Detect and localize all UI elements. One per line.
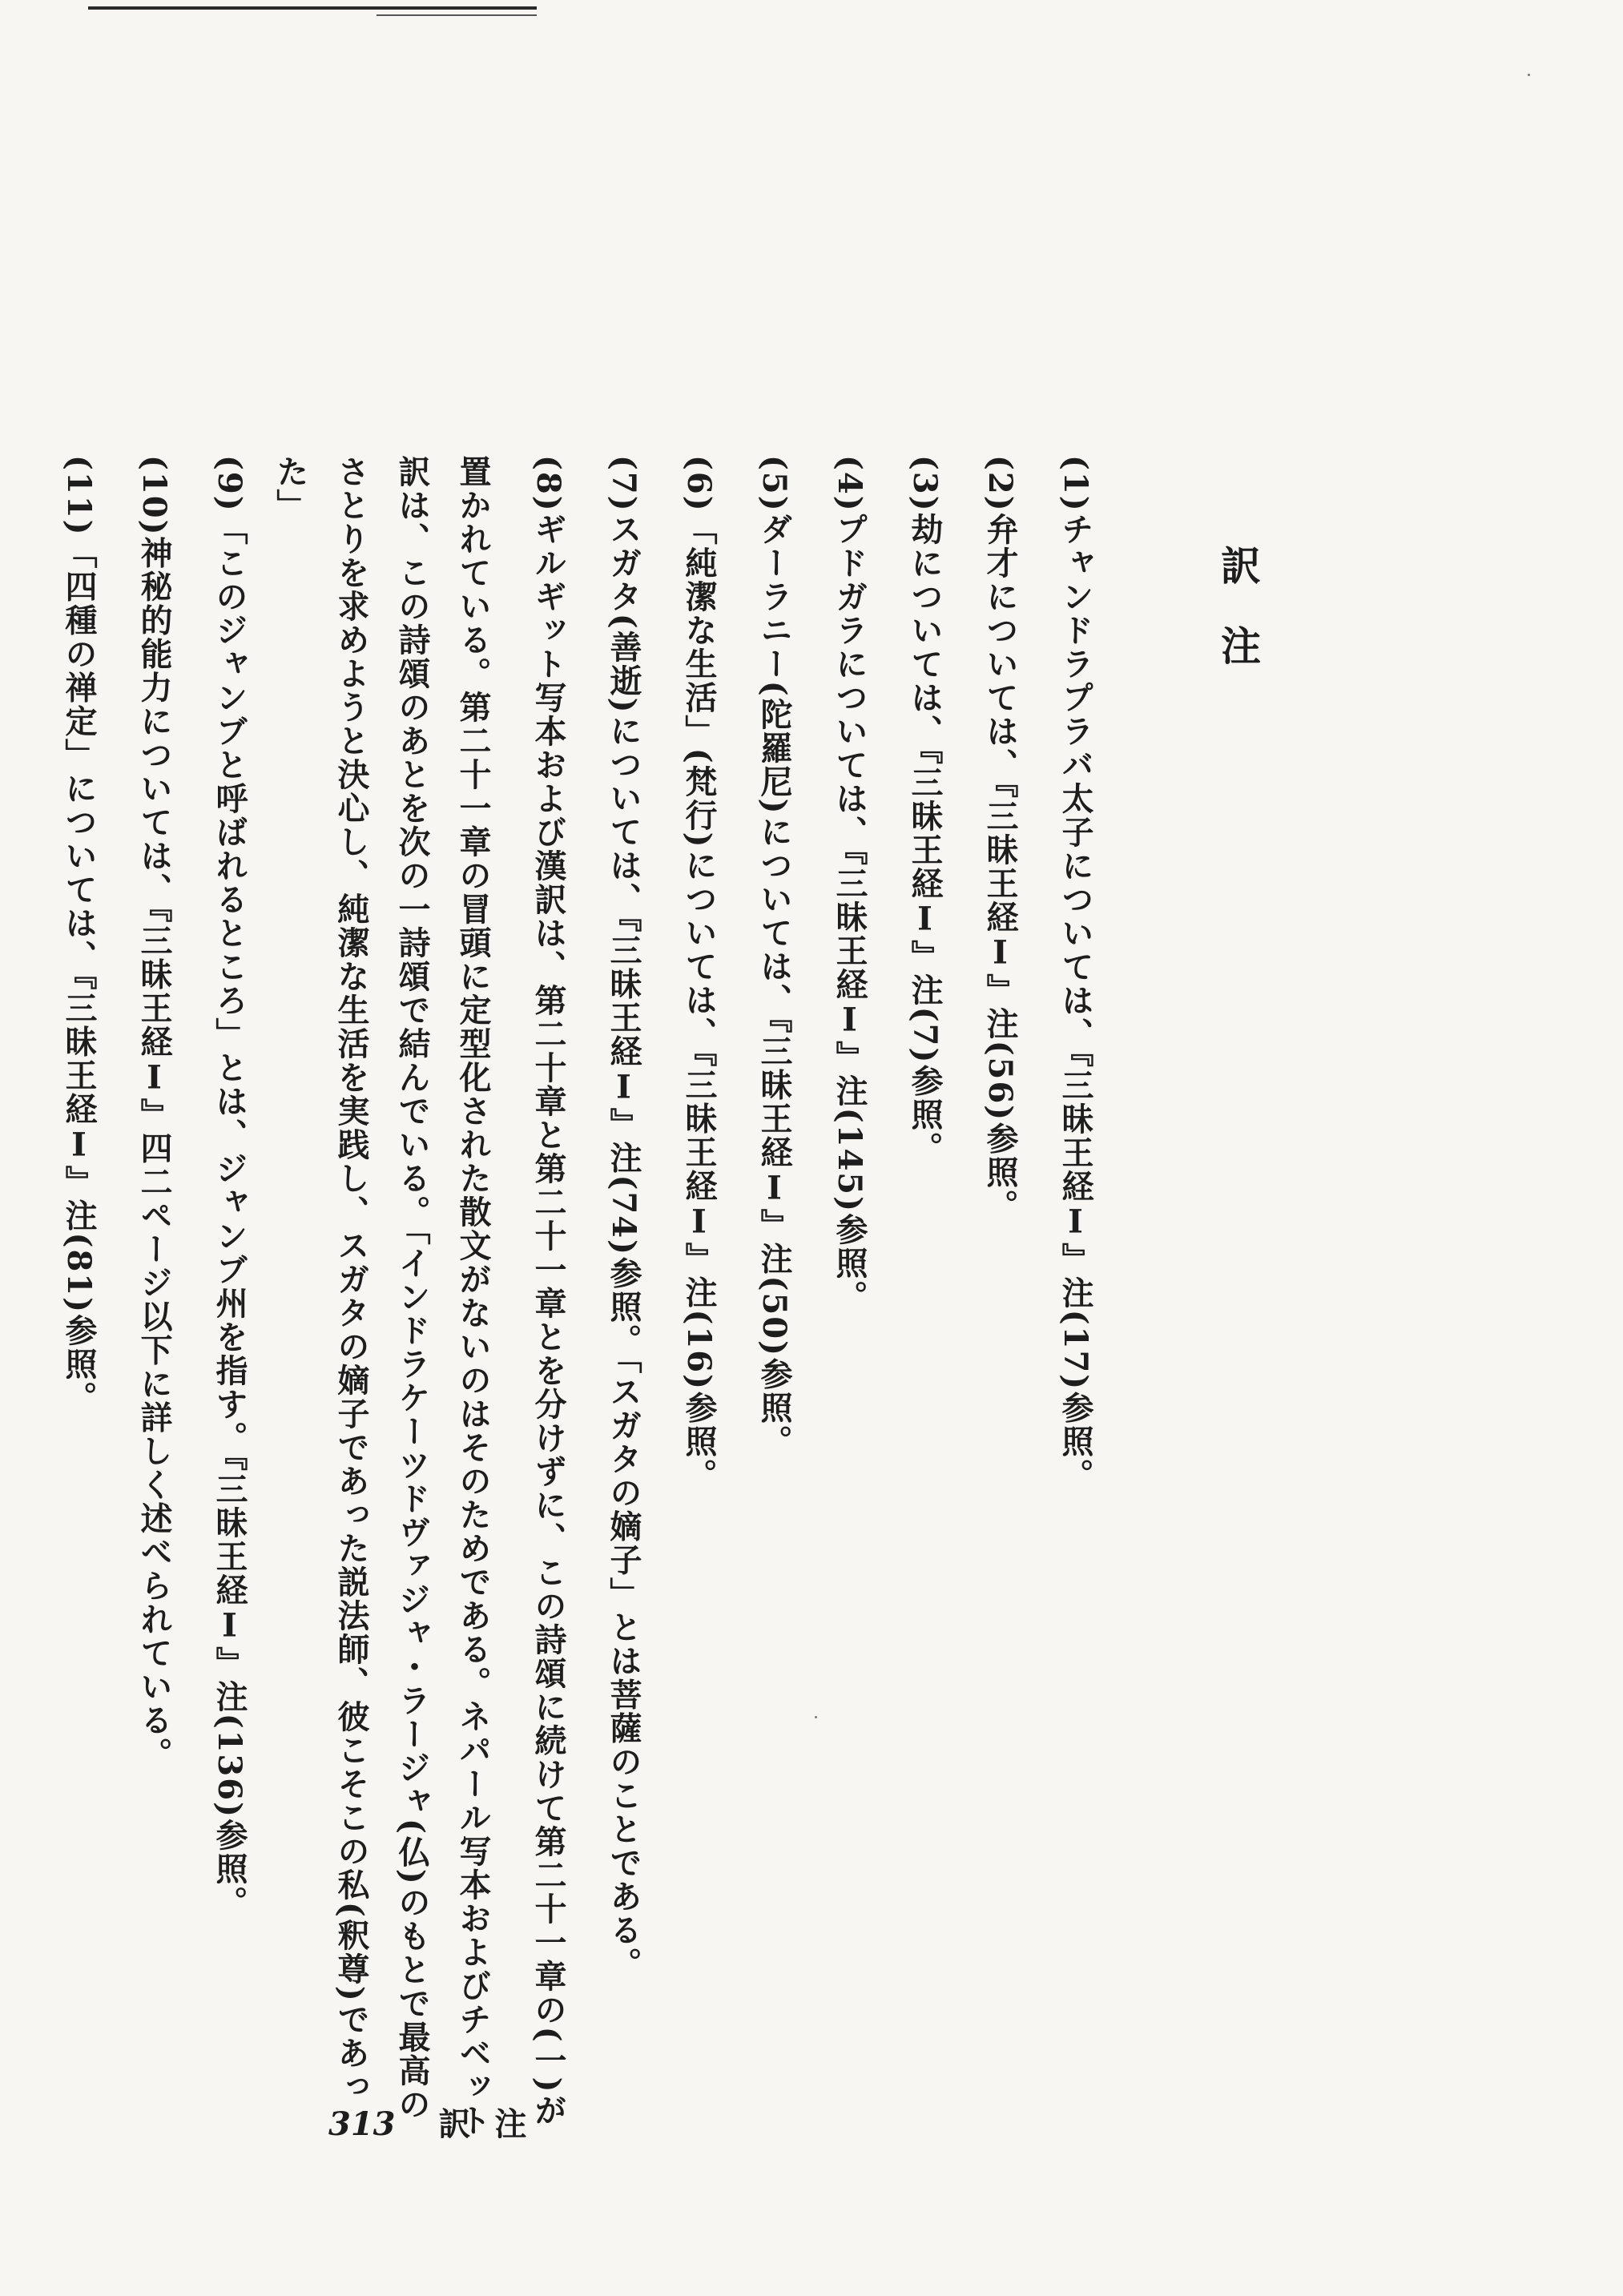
page-footer bbox=[328, 2099, 550, 2145]
note-10 bbox=[109, 455, 184, 2145]
scan-speck bbox=[815, 1716, 817, 1718]
note-number: (10) bbox=[135, 455, 173, 537]
note-text: 弁才については、『三昧王経Ⅰ』注(56)参照。 bbox=[981, 512, 1019, 1223]
note-number: (7) bbox=[605, 455, 642, 513]
note-text: チャンドラプラバ太子については、『三昧王経Ⅰ』注(17)参照。 bbox=[1057, 512, 1094, 1492]
note-8 bbox=[260, 455, 578, 2145]
note-11 bbox=[34, 455, 109, 2145]
running-title: 訳注 bbox=[438, 2105, 551, 2143]
note-text: プドガラについては、『三昧王経Ⅰ』注(145)参照。 bbox=[831, 512, 868, 1315]
note-text: 「このジャンブと呼ばれるところ」とは、ジャンブ州を指す。『三昧王経Ⅰ』注(136)参照。 bbox=[211, 512, 248, 1920]
note-number: (3) bbox=[906, 455, 944, 513]
scan-speck bbox=[1528, 74, 1530, 76]
note-number: (2) bbox=[981, 455, 1019, 513]
note-number: (9) bbox=[211, 455, 248, 513]
note-6 bbox=[654, 455, 729, 2145]
note-number: (6) bbox=[680, 455, 718, 513]
note-text: 神秘的能力については、『三昧王経Ⅰ』四二ページ以下に詳しく述べられている。 bbox=[135, 536, 173, 1771]
note-5 bbox=[729, 455, 804, 2145]
note-4 bbox=[804, 455, 880, 2145]
note-9 bbox=[184, 455, 260, 2145]
note-2 bbox=[955, 455, 1030, 2145]
top-rule-secondary bbox=[377, 14, 537, 16]
note-number: (5) bbox=[755, 455, 793, 513]
note-3 bbox=[880, 455, 955, 2145]
note-text: 「純潔な生活」(梵行)については、『三昧王経Ⅰ』注(16)参照。 bbox=[680, 512, 718, 1492]
note-text: 劫については、『三昧王経Ⅰ』注(7)参照。 bbox=[906, 512, 944, 1166]
note-text: ダーラニー(陀羅尼)については、『三昧王経Ⅰ』注(50)参照。 bbox=[755, 512, 793, 1459]
note-number: (4) bbox=[831, 455, 868, 513]
note-7 bbox=[578, 455, 654, 2145]
note-number: (11) bbox=[60, 455, 98, 537]
note-number: (1) bbox=[1057, 455, 1094, 513]
note-number: (8) bbox=[530, 455, 567, 513]
note-1 bbox=[1030, 455, 1105, 2145]
note-text: 「四種の禅定」については、『三昧王経Ⅰ』注(81)参照。 bbox=[60, 536, 98, 1416]
note-text: スガタ(善逝)については、『三昧王経Ⅰ』注(74)参照。「スガタの嫡子」とは菩薩のことである。 bbox=[605, 512, 642, 1981]
note-text: ギルギット写本および漢訳は、第二十章と第二十一章とを分けずに、この詩頌に続けて第二十一章の(一)が置かれている。第二十一章の冒頭に定型化された散文がないのはそのためである。ネパール写本およびチベット訳は、この詩頌のあとを次の一詩頌で結んでいる。「インドラケーツドヴァジャ・ラージャ(仏)のもとで最高のさとりを求めようと決心し、純潔な生活を実践し、スガタの嫡子であった説法師、彼こそこの私(釈尊)であった」 bbox=[272, 455, 567, 2137]
page-number: 313 bbox=[328, 2105, 396, 2143]
section-heading: 訳注 bbox=[1214, 545, 1262, 705]
top-rule bbox=[88, 6, 537, 10]
notes-list bbox=[34, 455, 1105, 2145]
